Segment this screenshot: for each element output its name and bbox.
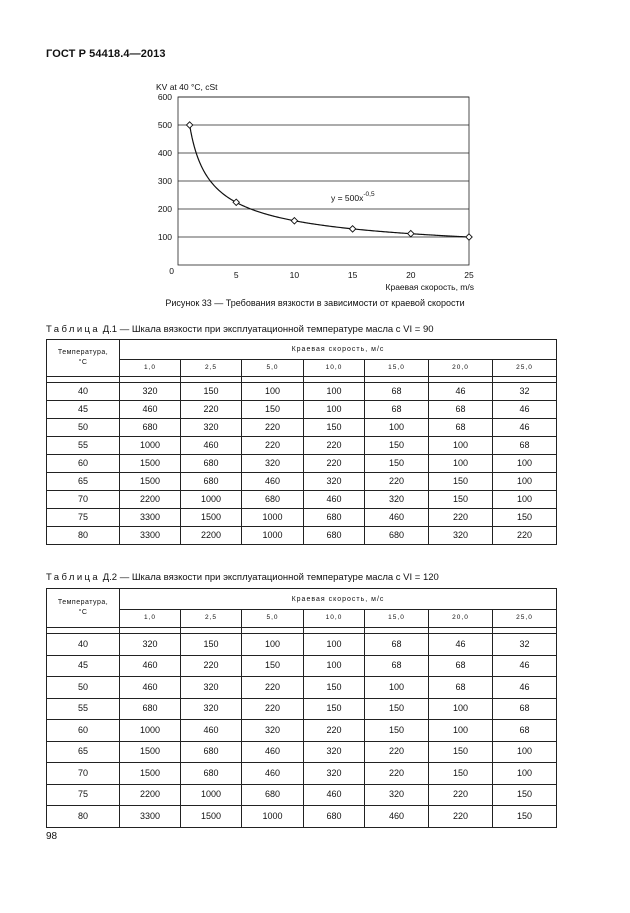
- data-point-marker: [233, 199, 239, 205]
- viscosity-cell: 100: [365, 419, 429, 437]
- viscosity-cell: 150: [429, 473, 493, 491]
- viscosity-cell: 68: [429, 401, 493, 419]
- viscosity-cell: 150: [429, 491, 493, 509]
- viscosity-cell: 460: [304, 784, 365, 806]
- temperature-cell: 55: [47, 437, 120, 455]
- speed-group-header: Краевая скорость, м/с: [120, 340, 557, 360]
- viscosity-cell: 680: [242, 491, 304, 509]
- temperature-header-line: Температура,: [57, 348, 109, 356]
- viscosity-cell: 100: [304, 655, 365, 677]
- temperature-cell: 70: [47, 763, 120, 785]
- speed-header-cell: 20,0: [429, 610, 493, 628]
- viscosity-cell: 320: [181, 677, 242, 699]
- viscosity-cell: 1000: [120, 720, 181, 742]
- temperature-cell: 50: [47, 677, 120, 699]
- viscosity-cell: 220: [181, 655, 242, 677]
- speed-header-cell: 25,0: [493, 610, 557, 628]
- data-point-marker: [408, 230, 414, 236]
- table-row: [47, 419, 557, 437]
- table-row: [47, 784, 557, 806]
- viscosity-cell: 3300: [120, 527, 181, 545]
- viscosity-cell: 46: [493, 419, 557, 437]
- speed-header-cell: 15,0: [365, 360, 429, 377]
- viscosity-cell: 460: [365, 806, 429, 828]
- viscosity-cell: 320: [120, 634, 181, 656]
- table-row: [47, 455, 557, 473]
- viscosity-cell: 320: [304, 763, 365, 785]
- viscosity-cell: 220: [242, 698, 304, 720]
- viscosity-cell: 68: [493, 437, 557, 455]
- viscosity-cell: 2200: [120, 784, 181, 806]
- viscosity-cell: 150: [242, 401, 304, 419]
- data-point-marker: [186, 122, 192, 128]
- speed-header-cell: 5,0: [242, 360, 304, 377]
- viscosity-cell: 460: [120, 677, 181, 699]
- viscosity-cell: 100: [493, 763, 557, 785]
- viscosity-cell: 220: [304, 720, 365, 742]
- viscosity-cell: 150: [429, 763, 493, 785]
- viscosity-cell: 100: [429, 720, 493, 742]
- viscosity-cell: 320: [365, 784, 429, 806]
- viscosity-cell: 460: [242, 741, 304, 763]
- speed-header-cell: 5,0: [242, 610, 304, 628]
- table-row: [47, 491, 557, 509]
- viscosity-cell: 460: [181, 720, 242, 742]
- table-label: Таблица: [46, 572, 101, 583]
- y-tick-label: 600: [157, 92, 172, 102]
- viscosity-cell: 320: [242, 455, 304, 473]
- temperature-cell: 45: [47, 401, 120, 419]
- x-tick-label: 5: [233, 270, 239, 280]
- viscosity-cell: 1500: [181, 509, 242, 527]
- viscosity-cell: 150: [304, 677, 365, 699]
- viscosity-cell: 150: [304, 419, 365, 437]
- viscosity-cell: 46: [493, 401, 557, 419]
- viscosity-cell: 1500: [120, 763, 181, 785]
- viscosity-cell: 2200: [181, 527, 242, 545]
- viscosity-cell: 100: [429, 437, 493, 455]
- temperature-cell: 65: [47, 473, 120, 491]
- table-row: [47, 527, 557, 545]
- temperature-header: [47, 589, 120, 628]
- viscosity-cell: 100: [493, 741, 557, 763]
- viscosity-cell: 460: [120, 655, 181, 677]
- x-tick-label: 20: [406, 270, 416, 280]
- temperature-header: [47, 340, 120, 377]
- viscosity-cell: 460: [304, 491, 365, 509]
- equation-annotation: [331, 191, 375, 203]
- viscosity-cell: 1500: [120, 455, 181, 473]
- viscosity-cell: 1500: [120, 473, 181, 491]
- speed-header-cell: 2,5: [181, 610, 242, 628]
- viscosity-cell: 680: [181, 473, 242, 491]
- viscosity-cell: 320: [304, 741, 365, 763]
- table-header-row: [47, 340, 557, 360]
- viscosity-chart: [0, 0, 630, 300]
- data-point-marker: [466, 234, 472, 240]
- table-label: Таблица: [46, 324, 101, 335]
- x-axis-label: Краевая скорость, m/s: [385, 282, 474, 292]
- viscosity-cell: 150: [304, 698, 365, 720]
- temperature-cell: 75: [47, 509, 120, 527]
- speed-header-cell: 10,0: [304, 360, 365, 377]
- viscosity-cell: 100: [365, 677, 429, 699]
- temperature-cell: 70: [47, 491, 120, 509]
- x-tick-label: 25: [464, 270, 474, 280]
- viscosity-cell: 68: [429, 419, 493, 437]
- temperature-cell: 40: [47, 383, 120, 401]
- temperature-cell: 80: [47, 806, 120, 828]
- table-header-row: [47, 589, 557, 610]
- viscosity-cell: 680: [181, 455, 242, 473]
- table-d1-title: [46, 324, 434, 335]
- y-axis-title: KV at 40 °C, cSt: [156, 82, 218, 92]
- viscosity-cell: 150: [181, 634, 242, 656]
- origin-label: 0: [169, 266, 174, 276]
- viscosity-cell: 150: [365, 720, 429, 742]
- viscosity-cell: 100: [493, 473, 557, 491]
- table-row: [47, 509, 557, 527]
- viscosity-cell: 46: [429, 383, 493, 401]
- viscosity-cell: 680: [304, 527, 365, 545]
- viscosity-cell: 680: [181, 741, 242, 763]
- y-tick-label: 400: [157, 148, 172, 158]
- viscosity-cell: 32: [493, 383, 557, 401]
- temperature-cell: 65: [47, 741, 120, 763]
- speed-header-row: [47, 610, 557, 628]
- speed-header-cell: 15,0: [365, 610, 429, 628]
- viscosity-cell: 150: [242, 655, 304, 677]
- viscosity-cell: 460: [365, 509, 429, 527]
- viscosity-cell: 100: [242, 634, 304, 656]
- viscosity-cell: 680: [181, 763, 242, 785]
- viscosity-cell: 320: [429, 527, 493, 545]
- speed-group-header: Краевая скорость, м/с: [120, 589, 557, 610]
- temperature-cell: 55: [47, 698, 120, 720]
- document-header: ГОСТ Р 54418.4—2013: [46, 48, 166, 60]
- page-number: 98: [46, 831, 58, 842]
- viscosity-cell: 68: [365, 401, 429, 419]
- temperature-cell: 60: [47, 720, 120, 742]
- viscosity-cell: 680: [120, 419, 181, 437]
- viscosity-cell: 2200: [120, 491, 181, 509]
- temperature-cell: 75: [47, 784, 120, 806]
- viscosity-cell: 1000: [242, 509, 304, 527]
- viscosity-cell: 220: [242, 419, 304, 437]
- viscosity-cell: 150: [429, 741, 493, 763]
- temperature-cell: 40: [47, 634, 120, 656]
- table-row: [47, 698, 557, 720]
- table-row: [47, 383, 557, 401]
- temperature-header-line: °C: [78, 609, 88, 616]
- y-tick-label: 300: [157, 176, 172, 186]
- speed-header-cell: 1,0: [120, 610, 181, 628]
- y-tick-label: 500: [157, 120, 172, 130]
- table-title-text: Д.1 — Шкала вязкости при эксплуатационной температуре масла с VI = 90: [100, 324, 434, 335]
- viscosity-cell: 3300: [120, 806, 181, 828]
- viscosity-cell: 220: [304, 437, 365, 455]
- viscosity-cell: 680: [242, 784, 304, 806]
- table-row: [47, 763, 557, 785]
- viscosity-cell: 100: [429, 455, 493, 473]
- viscosity-cell: 220: [181, 401, 242, 419]
- table-row: [47, 677, 557, 699]
- viscosity-cell: 32: [493, 634, 557, 656]
- viscosity-cell: 460: [242, 763, 304, 785]
- viscosity-cell: 68: [365, 634, 429, 656]
- viscosity-cell: 100: [304, 401, 365, 419]
- viscosity-cell: 150: [365, 455, 429, 473]
- viscosity-cell: 150: [365, 437, 429, 455]
- viscosity-cell: 1500: [120, 741, 181, 763]
- figure-caption: Рисунок 33 — Требования вязкости в зависимости от краевой скорости: [165, 298, 465, 308]
- viscosity-cell: 220: [242, 437, 304, 455]
- viscosity-cell: 150: [365, 698, 429, 720]
- x-tick-label: 10: [289, 270, 300, 280]
- viscosity-cell: 68: [365, 383, 429, 401]
- viscosity-cell: 68: [365, 655, 429, 677]
- speed-header-row: [47, 360, 557, 377]
- data-point-marker: [349, 226, 355, 232]
- viscosity-cell: 320: [365, 491, 429, 509]
- viscosity-cell: 100: [304, 634, 365, 656]
- y-tick-label: 100: [157, 232, 172, 242]
- viscosity-cell: 220: [304, 455, 365, 473]
- viscosity-cell: 1000: [181, 784, 242, 806]
- viscosity-cell: 220: [429, 806, 493, 828]
- viscosity-cell: 1000: [242, 806, 304, 828]
- viscosity-cell: 220: [365, 763, 429, 785]
- viscosity-cell: 46: [493, 655, 557, 677]
- equation-base: y = 500x: [331, 193, 364, 203]
- viscosity-cell: 680: [365, 527, 429, 545]
- viscosity-cell: 68: [493, 720, 557, 742]
- speed-header-cell: 1,0: [120, 360, 181, 377]
- equation-exponent: -0,5: [363, 191, 375, 198]
- viscosity-cell: 220: [493, 527, 557, 545]
- viscosity-cell: 460: [120, 401, 181, 419]
- viscosity-cell: 100: [304, 383, 365, 401]
- table-row: [47, 806, 557, 828]
- temperature-cell: 45: [47, 655, 120, 677]
- viscosity-cell: 150: [493, 806, 557, 828]
- speed-header-cell: 25,0: [493, 360, 557, 377]
- viscosity-cell: 220: [429, 509, 493, 527]
- table-row: [47, 720, 557, 742]
- table-row: [47, 401, 557, 419]
- temperature-header-line: Температура,: [57, 598, 109, 606]
- y-tick-label: 200: [157, 204, 172, 214]
- table-row: [47, 655, 557, 677]
- viscosity-cell: 220: [429, 784, 493, 806]
- viscosity-cell: 46: [493, 677, 557, 699]
- viscosity-cell: 680: [120, 698, 181, 720]
- viscosity-cell: 100: [242, 383, 304, 401]
- viscosity-cell: 320: [181, 698, 242, 720]
- table-d2-title: [46, 572, 439, 583]
- viscosity-cell: 68: [429, 677, 493, 699]
- viscosity-cell: 100: [429, 698, 493, 720]
- viscosity-cell: 460: [242, 473, 304, 491]
- table-row: [47, 741, 557, 763]
- viscosity-table-d1: [46, 339, 557, 545]
- temperature-header-line: °C: [78, 359, 88, 366]
- viscosity-cell: 100: [493, 455, 557, 473]
- viscosity-cell: 220: [365, 473, 429, 491]
- speed-header-cell: 10,0: [304, 610, 365, 628]
- viscosity-table-d2: [46, 588, 557, 828]
- viscosity-cell: 100: [493, 491, 557, 509]
- viscosity-cell: 68: [493, 698, 557, 720]
- viscosity-cell: 220: [242, 677, 304, 699]
- viscosity-cell: 320: [120, 383, 181, 401]
- temperature-cell: 50: [47, 419, 120, 437]
- viscosity-cell: 150: [493, 784, 557, 806]
- viscosity-cell: 68: [429, 655, 493, 677]
- viscosity-cell: 150: [181, 383, 242, 401]
- viscosity-cell: 1000: [242, 527, 304, 545]
- temperature-cell: 80: [47, 527, 120, 545]
- speed-header-cell: 20,0: [429, 360, 493, 377]
- table-row: [47, 473, 557, 491]
- viscosity-cell: 1000: [181, 491, 242, 509]
- viscosity-cell: 680: [304, 806, 365, 828]
- viscosity-cell: 320: [181, 419, 242, 437]
- viscosity-cell: 220: [365, 741, 429, 763]
- viscosity-cell: 680: [304, 509, 365, 527]
- viscosity-cell: 46: [429, 634, 493, 656]
- viscosity-cell: 320: [242, 720, 304, 742]
- viscosity-cell: 460: [181, 437, 242, 455]
- viscosity-cell: 320: [304, 473, 365, 491]
- viscosity-cell: 1000: [120, 437, 181, 455]
- x-tick-label: 15: [347, 270, 358, 280]
- temperature-cell: 60: [47, 455, 120, 473]
- viscosity-cell: 3300: [120, 509, 181, 527]
- data-point-marker: [291, 218, 297, 224]
- table-row: [47, 634, 557, 656]
- speed-header-cell: 2,5: [181, 360, 242, 377]
- viscosity-cell: 1500: [181, 806, 242, 828]
- table-title-text: Д.2 — Шкала вязкости при эксплуатационной температуре масла с VI = 120: [100, 572, 439, 583]
- table-row: [47, 437, 557, 455]
- viscosity-cell: 150: [493, 509, 557, 527]
